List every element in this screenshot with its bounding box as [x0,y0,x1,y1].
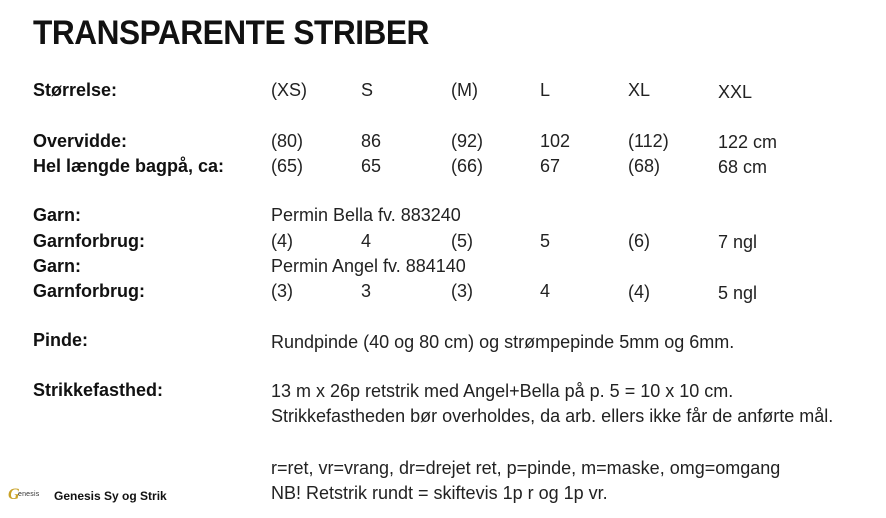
usage1-value: 7 ngl [718,232,758,252]
length-value: 65 [361,156,382,176]
page-title: TRANSPARENTE STRIBER [33,14,429,52]
length-label: Hel længde bagpå, ca: [33,156,225,176]
usage1-value: (6) [628,231,650,251]
yarn2-label: Garn: [33,256,82,276]
width-value: (112) [628,131,669,151]
logo-letter: G [8,486,20,503]
size-value: S [361,80,374,100]
size-value: (XS) [271,80,307,100]
usage1-value: (4) [271,231,293,251]
sizes-label: Størrelse: [33,80,118,100]
usage2-value: (3) [451,281,473,301]
length-value: 67 [540,156,561,176]
size-value: XXL [718,82,753,102]
usage2-value: 3 [361,281,372,301]
usage1-value: (5) [451,231,473,251]
width-label: Overvidde: [33,131,128,151]
yarn1-label: Garn: [33,205,82,225]
gauge-label: Strikkefasthed: [33,380,164,400]
width-value: (80) [271,131,304,151]
width-value: 122 cm [718,132,778,152]
size-value: L [540,80,551,100]
usage2-label: Garnforbrug: [33,281,145,301]
usage2-value: 5 ngl [718,283,758,303]
gauge-line2: Strikkefastheden bør overholdes, da arb. ellers ikke får de anførte mål. [271,406,834,426]
usage1-value: 5 [540,231,551,251]
length-value: (65) [271,156,304,176]
length-value: (66) [451,156,484,176]
size-value: XL [628,80,651,100]
usage1-label: Garnforbrug: [33,231,145,251]
logo-text: enesis [18,491,40,498]
yarn2-text: Permin Angel fv. 884140 [271,256,466,276]
width-value: 86 [361,131,382,151]
footer-text: Genesis Sy og Strik [54,489,167,503]
yarn1-text: Permin Bella fv. 883240 [271,205,461,225]
gauge-line1: 13 m x 26p retstrik med Angel+Bella på p. 5 = 10 x 10 cm. [271,381,734,401]
usage2-value: (3) [271,281,293,301]
size-value: (M) [451,80,478,100]
length-value: (68) [628,156,661,176]
length-value: 68 cm [718,157,768,177]
usage2-value: (4) [628,282,650,302]
abbrev-line1: r=ret, vr=vrang, dr=drejet ret, p=pinde, m=maske, omg=omgang [271,458,781,478]
genesis-logo [8,487,44,505]
width-value: 102 [540,131,571,151]
width-value: (92) [451,131,484,151]
usage2-value: 4 [540,281,551,301]
abbrev-line2: NB! Retstrik rundt = skiftevis 1p r og 1p vr. [271,483,608,503]
footer-brand [8,487,167,505]
needles-text: Rundpinde (40 og 80 cm) og strømpepinde 5mm og 6mm. [271,332,735,352]
usage1-value: 4 [361,231,372,251]
needles-label: Pinde: [33,330,89,350]
